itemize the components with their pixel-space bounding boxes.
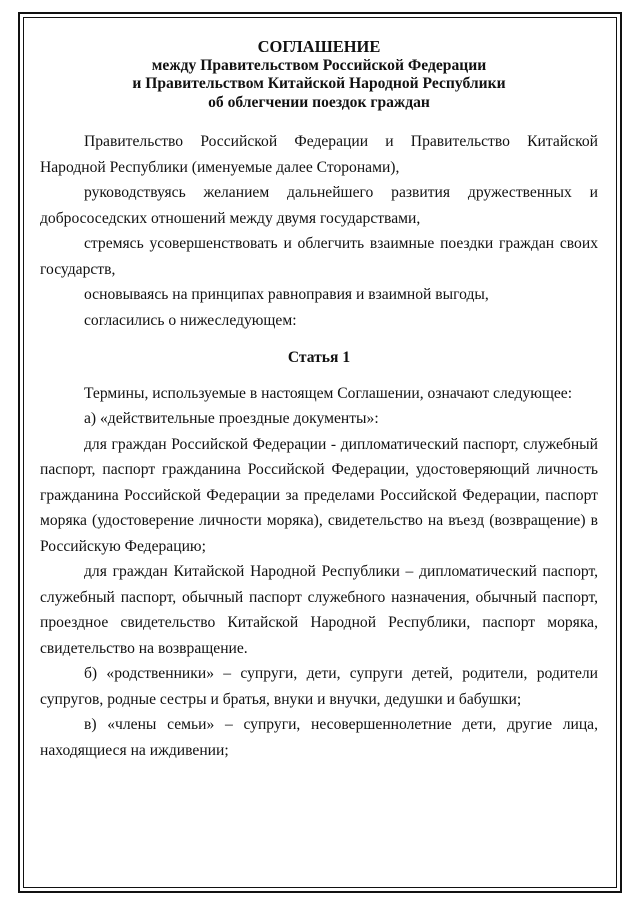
title-line-3: об облегчении поездок граждан bbox=[208, 93, 430, 111]
preamble-paragraph-1: Правительство Российской Федерации и Правительство Китайской Народной Республики (именуемые далее Сторонами), bbox=[40, 133, 598, 176]
preamble-paragraph-5: согласились о нижеследующем: bbox=[84, 311, 297, 329]
article-heading: Статья 1 bbox=[287, 349, 351, 366]
title-main: СОГЛАШЕНИЕ bbox=[257, 37, 381, 56]
document-title bbox=[40, 38, 598, 112]
article-paragraph-5: б) «родственники» – супруги, дети, супруги детей, родители, родители супругов, родные сестры и братья, внуки и внучки, дедушки и бабушки; bbox=[40, 665, 598, 708]
title-line-2: и Правительством Китайской Народной Республики bbox=[132, 75, 506, 92]
article-paragraph-3: для граждан Российской Федерации - дипломатический паспорт, служебный паспорт, паспорт гражданина Российской Федерации, удостоверяющий личность гражданина Российской Федерации за пределами Российской Федерации, паспорт моряка (удостоверение личности моряка), свидетельство на въезд (возвращение) в Российскую Федерацию; bbox=[40, 435, 598, 555]
title-line-1: между Правительством Российской Федерации bbox=[151, 56, 487, 74]
article-paragraph-4: для граждан Китайской Народной Республики – дипломатический паспорт, служебный паспорт, обычный паспорт служебного назначения, обычный паспорт, проездное свидетельство Китайской Народной Республики, паспорт моряка, свидетельство на возвращение. bbox=[40, 563, 598, 657]
preamble-paragraph-3: стремясь усовершенствовать и облегчить взаимные поездки граждан своих государств, bbox=[40, 235, 598, 278]
preamble-paragraph-2: руководствуясь желанием дальнейшего развития дружественных и добрососедских отношений между двумя государствами, bbox=[40, 184, 598, 227]
document-body bbox=[40, 38, 598, 763]
article-paragraph-1: Термины, используемые в настоящем Соглашении, означают следующее: bbox=[84, 384, 573, 402]
article-paragraph-2: а) «действительные проездные документы»: bbox=[84, 410, 379, 427]
article-paragraph-6: в) «члены семьи» – супруги, несовершеннолетние дети, другие лица, находящиеся на иждивении; bbox=[40, 716, 598, 759]
preamble-paragraph-4: основываясь на принципах равноправия и взаимной выгоды, bbox=[84, 286, 489, 303]
